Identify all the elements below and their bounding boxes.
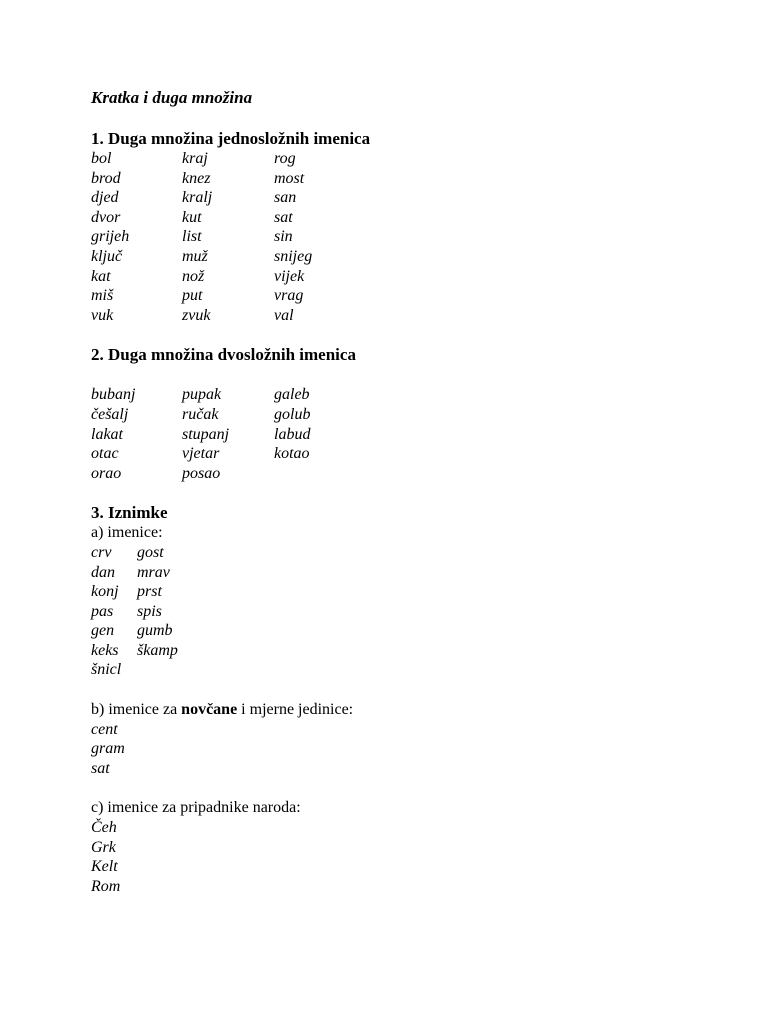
- word-cell: posao: [182, 464, 221, 482]
- word-cell: miš: [91, 287, 114, 305]
- word-cell: labud: [274, 425, 311, 443]
- word-cell: nož: [182, 267, 205, 285]
- word-cell: crv: [91, 543, 112, 561]
- section3-heading: 3. Iznimke: [91, 503, 168, 523]
- word-cell: knez: [182, 169, 211, 187]
- section1-heading: 1. Duga množina jednosložnih imenica: [91, 129, 371, 148]
- word-cell: gumb: [137, 622, 173, 640]
- word-cell: bol: [91, 150, 112, 167]
- word-cell: gen: [91, 622, 115, 640]
- section1-word-table: [91, 149, 691, 325]
- word-item: sat: [91, 759, 110, 777]
- word-cell: san: [274, 189, 297, 207]
- word-cell: dvor: [91, 208, 121, 226]
- word-item: Rom: [91, 877, 121, 895]
- word-cell: ključ: [91, 247, 123, 265]
- word-cell: ručak: [182, 405, 219, 423]
- section3b-label: [91, 700, 691, 720]
- word-cell: orao: [91, 464, 122, 482]
- word-cell: konj: [91, 583, 119, 601]
- word-cell: [274, 464, 394, 484]
- word-item: cent: [91, 720, 118, 738]
- document-title: Kratka i duga množina: [91, 88, 253, 107]
- section3a-label: a) imenice:: [91, 524, 163, 542]
- word-cell: prst: [137, 583, 162, 601]
- section3b-label-post: i mjerne jedinice:: [237, 701, 354, 719]
- word-cell: vjetar: [182, 445, 220, 463]
- word-cell: grijeh: [91, 228, 130, 246]
- section3c-word-list: [91, 818, 691, 896]
- word-cell: rog: [274, 150, 296, 167]
- word-cell: gost: [137, 543, 164, 561]
- word-cell: list: [182, 228, 202, 246]
- word-cell: kralj: [182, 189, 213, 207]
- word-cell: mrav: [137, 563, 170, 581]
- word-item: Grk: [91, 838, 116, 856]
- word-cell: sat: [274, 208, 293, 226]
- section2-word-table: [91, 385, 691, 483]
- word-cell: vijek: [274, 267, 305, 285]
- word-cell: galeb: [274, 386, 310, 404]
- word-cell: djed: [91, 189, 119, 207]
- word-cell: zvuk: [182, 306, 211, 324]
- section3b-label-pre: b) imenice za: [91, 701, 182, 719]
- word-cell: kotao: [274, 445, 310, 463]
- word-cell: keks: [91, 641, 119, 659]
- word-cell: muž: [182, 247, 208, 265]
- word-cell: kat: [91, 267, 111, 285]
- word-cell: put: [182, 287, 203, 305]
- word-cell: šnicl: [91, 661, 122, 679]
- word-cell: dan: [91, 563, 115, 581]
- word-item: gram: [91, 740, 125, 758]
- section3c-label: c) imenice za pripadnike naroda:: [91, 799, 301, 817]
- word-cell: bubanj: [91, 386, 136, 404]
- word-cell: most: [274, 169, 305, 187]
- word-cell: val: [274, 306, 294, 324]
- word-cell: sin: [274, 228, 293, 246]
- section3b-word-list: [91, 720, 691, 779]
- word-cell: [137, 660, 237, 680]
- word-item: Kelt: [91, 858, 118, 876]
- section3b-label-bold: novčane: [181, 701, 238, 719]
- word-cell: škamp: [137, 641, 178, 659]
- word-cell: vuk: [91, 306, 114, 324]
- word-cell: spis: [137, 602, 162, 620]
- document: [91, 87, 691, 896]
- word-cell: kraj: [182, 150, 208, 167]
- word-cell: snijeg: [274, 247, 313, 265]
- word-cell: otac: [91, 445, 119, 463]
- section3a-word-table: [91, 543, 691, 680]
- section2-heading: 2. Duga množina dvosložnih imenica: [91, 345, 356, 365]
- word-cell: češalj: [91, 405, 129, 423]
- word-cell: brod: [91, 169, 121, 187]
- word-cell: lakat: [91, 425, 123, 443]
- word-item: Čeh: [91, 819, 117, 837]
- word-cell: pupak: [182, 386, 222, 404]
- word-cell: golub: [274, 405, 311, 423]
- word-cell: stupanj: [182, 425, 230, 443]
- word-cell: kut: [182, 208, 202, 226]
- word-cell: pas: [91, 602, 114, 620]
- word-cell: vrag: [274, 287, 304, 305]
